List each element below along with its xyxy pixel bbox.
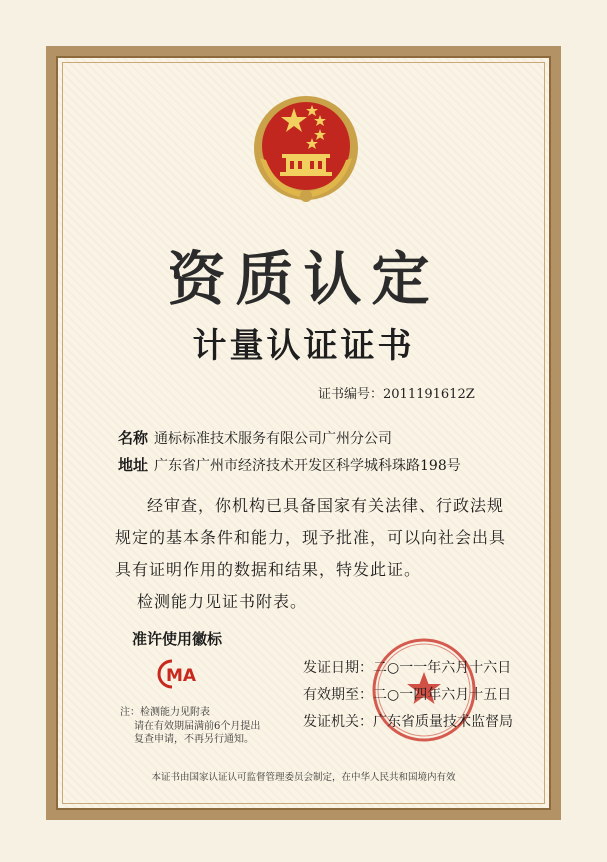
authority-label: 发证机关： [303,714,373,730]
body-line-3: 具有证明作用的数据和结果，特发此证。 [115,560,422,579]
valid-date-row [303,682,513,709]
certificate-number [318,383,475,402]
valid-date-value: 二○一四年六月十五日 [373,687,512,703]
certificate-subtitle: 计量认证证书 [192,326,415,366]
organization-address-value: 广东省广州市经济技术开发区科学城科珠路198号 [154,458,461,474]
renewal-note-line-1: 请在有效期届满前6个月提出 [134,721,261,732]
cma-mark-text: MA [166,666,197,686]
issue-date-row [303,655,513,682]
valid-date-label: 有效期至： [303,687,373,703]
footer-note: 本证书由国家认证认可监督管理委员会制定，在中华人民共和国境内有效 [151,772,456,783]
authority-row [303,709,513,736]
certificate-number-label: 证书编号： [318,387,384,402]
authority-value: 广东省质量技术监督局 [373,714,513,730]
organization-address-row [118,454,461,475]
national-emblem-icon [250,88,362,206]
certificate-body [115,490,525,618]
organization-name-value: 通标标准技术服务有限公司广州分公司 [154,431,393,447]
cma-note: 注：检测能力见附表 [120,707,210,718]
organization-address-label: 地址 [118,456,149,474]
mark-title: 准许使用徽标 [132,630,223,648]
issue-date-value: 二○一一年六月十六日 [373,660,512,676]
body-line-2: 规定的基本条件和能力，现予批准，可以向社会出具 [115,528,507,547]
certificate-title: 资质认定 [167,245,440,313]
organization-name-label: 名称 [118,429,149,447]
certificate-number-value: 2011191612Z [383,387,475,402]
issue-info [303,655,513,736]
renewal-note [134,720,284,746]
organization-name-row [118,427,392,448]
body-line-1: 经审查，你机构已具备国家有关法律、行政法规 [147,496,505,515]
renewal-note-line-2: 复查申请，不再另行通知。 [134,734,254,745]
body-line-4: 检测能力见证书附表。 [137,592,308,611]
issue-date-label: 发证日期： [303,660,373,676]
cma-mark-icon [150,657,210,691]
